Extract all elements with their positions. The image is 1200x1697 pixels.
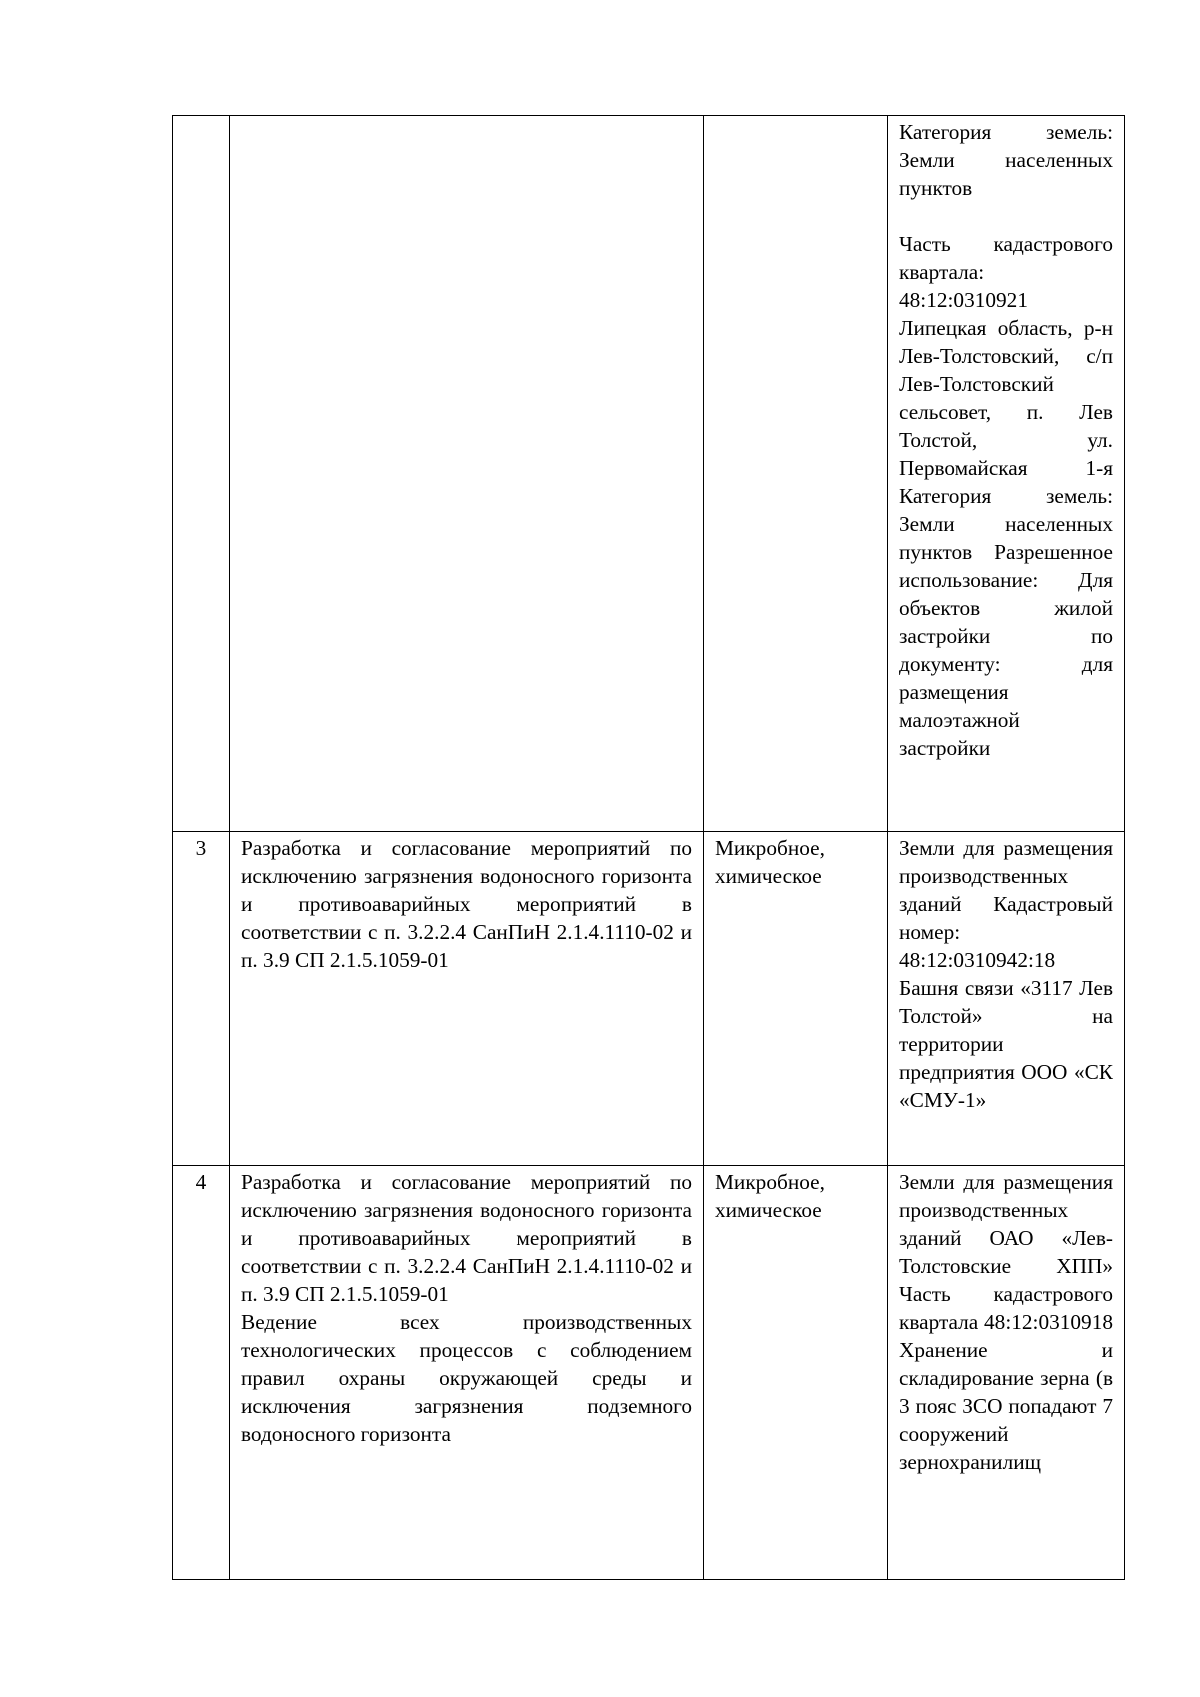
location-paragraph: Часть кадастрового квартала: 48:12:0310921 Липецкая область, р-н Лев-Толстовский, с/п Лев-Толстовский сельсовет, п. Лев Толстой, ул. Первомайская 1-я Категория земель: Земли населенных пунктов Разрешенное использование: Для объектов жилой застройки по документу: для размещения малоэтажной застройки (899, 232, 1113, 760)
row-number-cell (173, 116, 230, 832)
row-number-cell: 4 (173, 1166, 230, 1580)
location-cell (888, 832, 1125, 1166)
measures-cell (230, 832, 704, 1166)
location-paragraph: Земли для размещения производственных зданий ОАО «Лев-Толстовские ХПП» Часть кадастрового квартала 48:12:0310918 Хранение и складирование зерна (в 3 пояс ЗСО попадают 7 сооружений зернохранилищ (899, 1170, 1113, 1474)
pollution-type-cell (704, 116, 888, 832)
location-cell (888, 1166, 1125, 1580)
measures-paragraph: Разработка и согласование мероприятий по исключению загрязнения водоносного горизонта и противоаварийных мероприятий в соответствии с п. 3.2.2.4 СанПиН 2.1.4.1110-02 и п. 3.9 СП 2.1.5.1059-01 (241, 1170, 692, 1306)
measures-cell (230, 116, 704, 832)
location-gap (899, 202, 1113, 230)
document-table (172, 115, 1125, 1580)
location-paragraph: Земли для размещения производственных зданий Кадастровый номер: 48:12:0310942:18 Башня связи «3117 Лев Толстой» на территории предприятия ООО «СК «СМУ-1» (899, 836, 1113, 1112)
location-paragraph: Категория земель: Земли населенных пунктов (899, 120, 1113, 200)
measures-paragraph: Ведение всех производственных технологических процессов с соблюдением правил охраны окружающей среды и исключения загрязнения подземного водоносного горизонта (241, 1310, 692, 1446)
measures-paragraph: Разработка и согласование мероприятий по исключению загрязнения водоносного горизонта и противоаварийных мероприятий в соответствии с п. 3.2.2.4 СанПиН 2.1.4.1110-02 и п. 3.9 СП 2.1.5.1059-01 (241, 836, 692, 972)
location-cell (888, 116, 1125, 832)
measures-cell (230, 1166, 704, 1580)
table-row (173, 116, 1125, 832)
pollution-type-cell: Микробное, химическое (704, 1166, 888, 1580)
pollution-type-cell: Микробное, химическое (704, 832, 888, 1166)
table-row (173, 832, 1125, 1166)
row-number-cell: 3 (173, 832, 230, 1166)
table-row (173, 1166, 1125, 1580)
